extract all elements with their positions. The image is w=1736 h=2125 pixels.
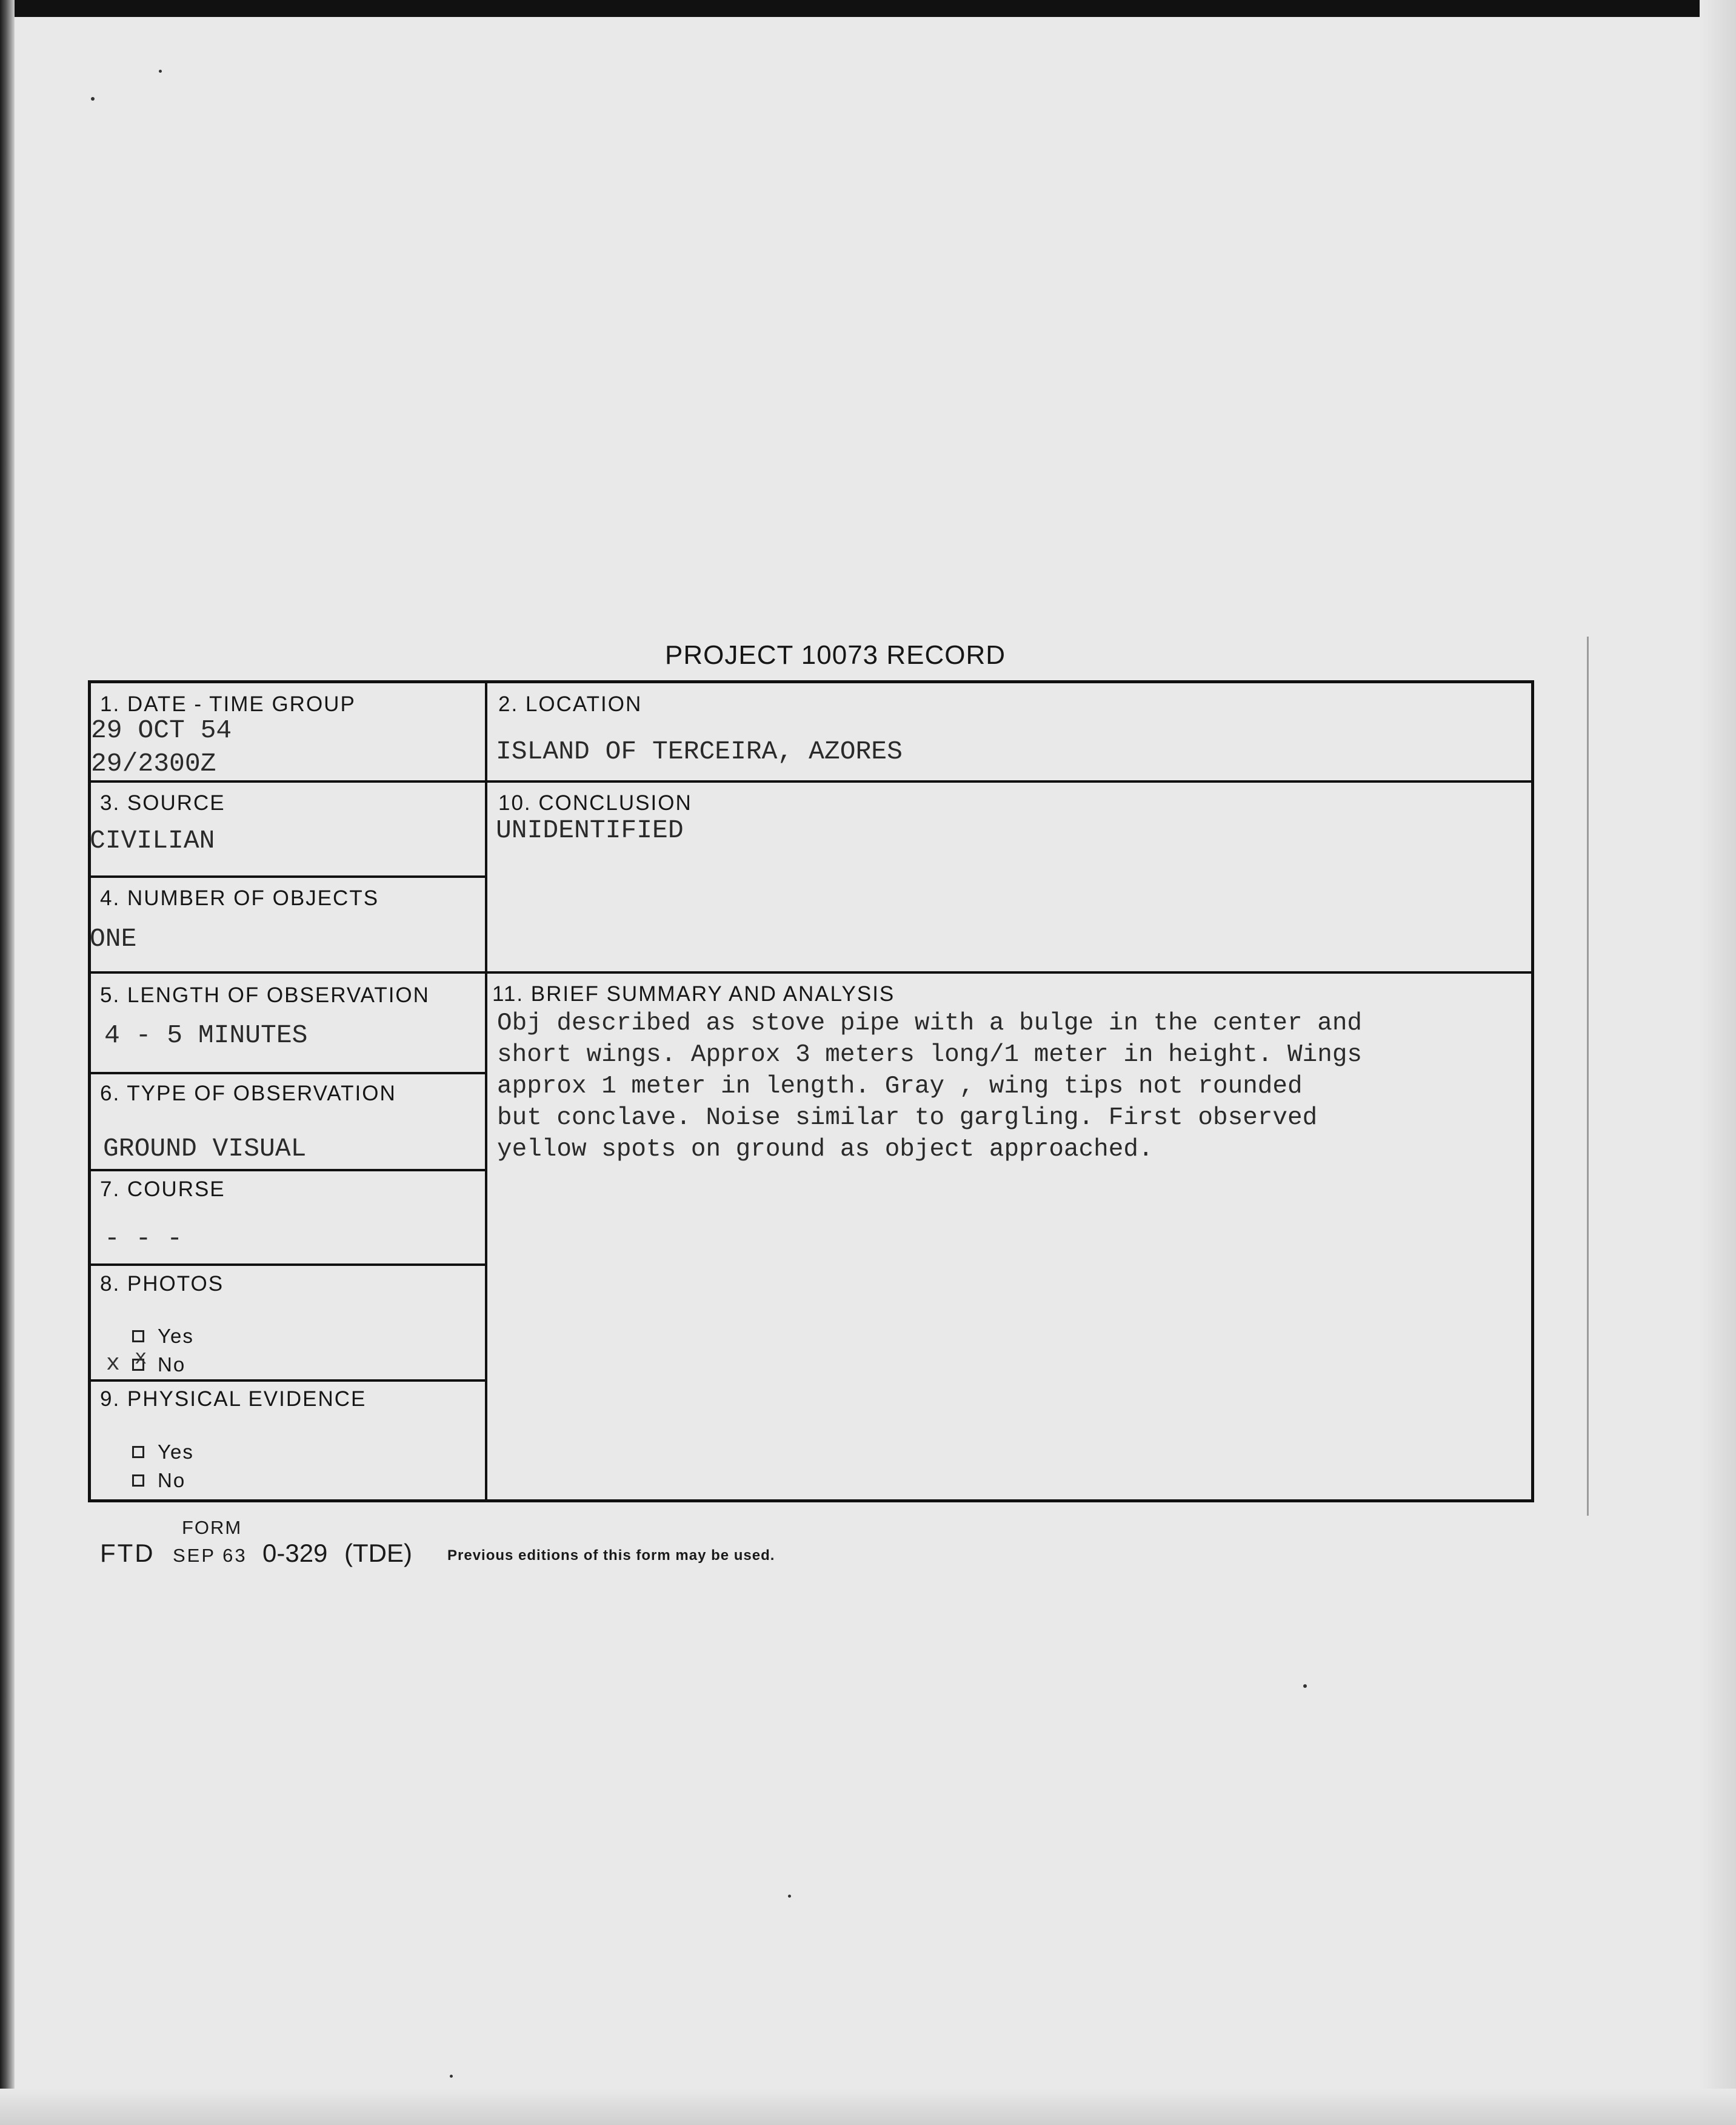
scan-speck [1303, 1684, 1307, 1688]
conclusion-value: UNIDENTIFIED [496, 815, 684, 845]
scan-border-right [1700, 0, 1736, 2125]
summary-text: Obj described as stove pipe with a bulge in the center and short wings. Approx 3 meters long/1 meter in height. Wings approx 1 meter in length. Gray , wing tips not rounded but conclave. Noise similar to gargling. First observed yellow spots on ground as object approached. [497, 1009, 1363, 1163]
number-of-objects-value: ONE [90, 924, 137, 954]
scan-border-bottom [0, 2089, 1736, 2125]
course-value: - - - [104, 1223, 183, 1253]
physical-evidence-no-option[interactable] [132, 1469, 185, 1492]
photos-yes-option[interactable] [132, 1325, 194, 1348]
scan-speck [450, 2075, 453, 2078]
photos-no-mark: x [106, 1351, 120, 1377]
physical-evidence-label: 9. PHYSICAL EVIDENCE [100, 1387, 367, 1411]
row-divider [91, 780, 1531, 783]
row-divider [91, 875, 485, 878]
row-divider [91, 1072, 485, 1074]
footer-form-word: FORM [182, 1517, 242, 1538]
form-title: PROJECT 10073 RECORD [665, 640, 1006, 670]
scan-speck [91, 97, 95, 101]
photos-yes-checkbox[interactable] [132, 1330, 144, 1342]
physical-evidence-yes-option[interactable] [132, 1441, 194, 1464]
row-divider [91, 1379, 485, 1382]
date-time-label: 1. DATE - TIME GROUP [100, 692, 356, 716]
photos-no-label: No [158, 1353, 186, 1376]
footer-form-number: 0-329 [262, 1539, 328, 1567]
footer-ftd: FTD [100, 1539, 155, 1567]
photos-checkbox-x-mark: x [135, 1347, 147, 1370]
summary-label: 11. BRIEF SUMMARY AND ANALYSIS [492, 982, 895, 1006]
physical-evidence-no-checkbox[interactable] [132, 1474, 144, 1487]
length-of-observation-label: 5. LENGTH OF OBSERVATION [100, 983, 430, 1007]
scan-border-left [0, 0, 15, 2125]
scan-speck [159, 70, 162, 73]
physical-evidence-no-label: No [158, 1469, 186, 1491]
row-divider [91, 971, 1531, 974]
physical-evidence-yes-checkbox[interactable] [132, 1446, 144, 1458]
column-divider [485, 683, 487, 1499]
number-of-objects-label: 4. NUMBER OF OBJECTS [100, 886, 379, 910]
length-of-observation-value: 4 - 5 MINUTES [104, 1020, 308, 1050]
location-value: ISLAND OF TERCEIRA, AZORES [496, 737, 903, 766]
scan-fold-line [1587, 637, 1589, 1516]
date-value: 29 OCT 54 [91, 715, 232, 745]
photos-label: 8. PHOTOS [100, 1272, 224, 1296]
footer-date: SEP 63 [173, 1545, 247, 1566]
location-label: 2. LOCATION [498, 692, 643, 716]
row-divider [91, 1169, 485, 1171]
source-label: 3. SOURCE [100, 791, 225, 815]
photos-yes-label: Yes [158, 1325, 194, 1347]
scan-border-top [0, 0, 1736, 17]
footer-code: (TDE) [344, 1539, 412, 1567]
type-of-observation-value: GROUND VISUAL [103, 1134, 307, 1163]
row-divider [91, 1263, 485, 1266]
time-value: 29/2300Z [91, 749, 216, 778]
scan-speck [788, 1895, 791, 1898]
conclusion-label: 10. CONCLUSION [498, 791, 692, 815]
course-label: 7. COURSE [100, 1177, 225, 1201]
physical-evidence-yes-label: Yes [158, 1441, 194, 1463]
source-value: CIVILIAN [90, 826, 215, 855]
type-of-observation-label: 6. TYPE OF OBSERVATION [100, 1082, 396, 1105]
footer-note: Previous editions of this form may be used. [447, 1547, 775, 1564]
